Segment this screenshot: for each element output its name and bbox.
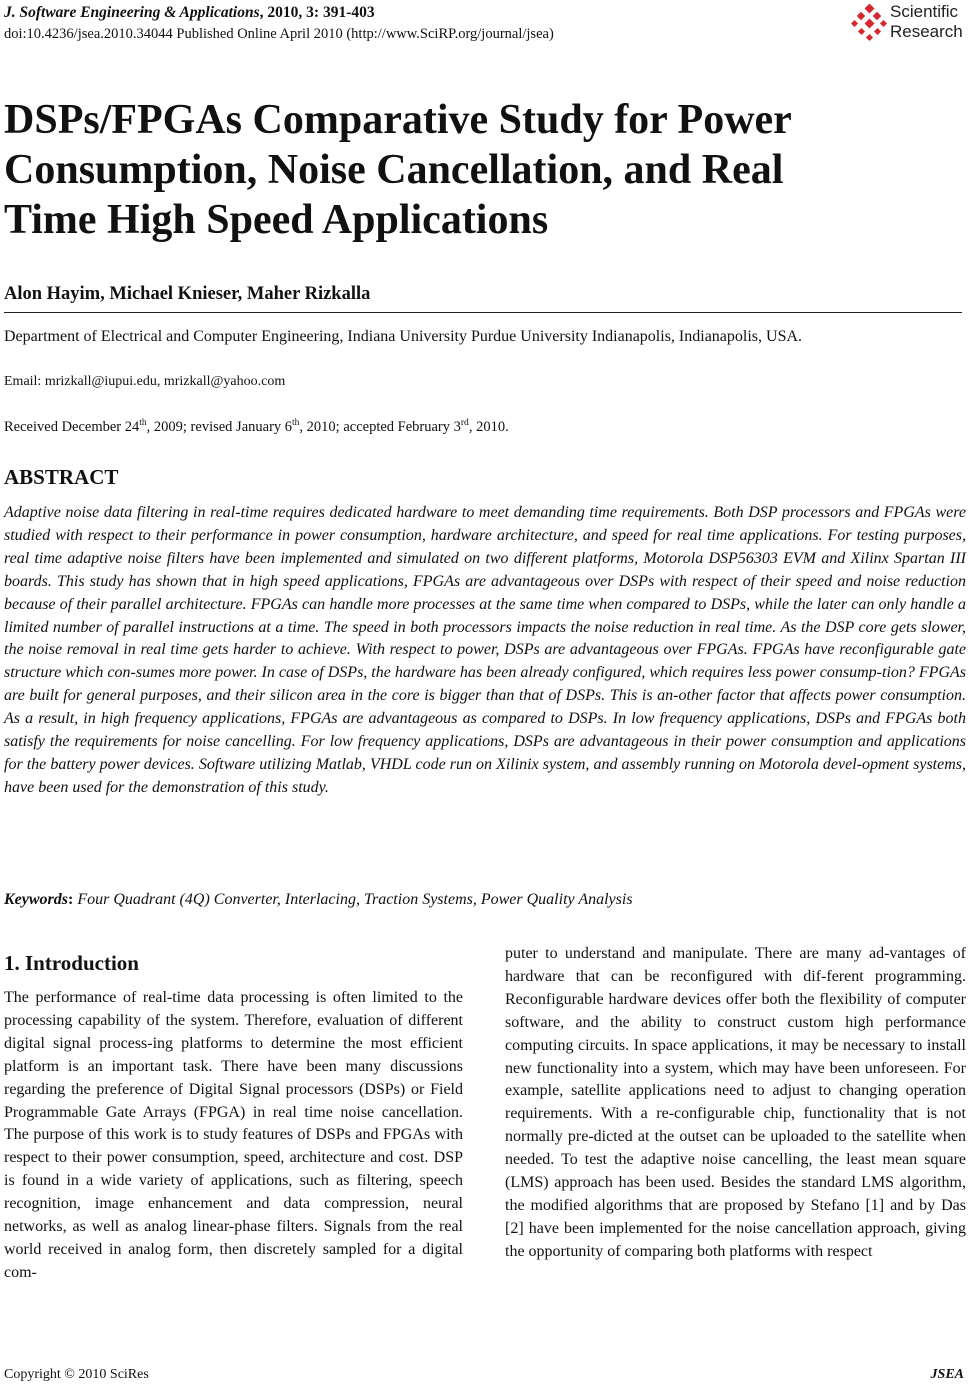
title-line-2: Consumption, Noise Cancellation, and Real [4, 147, 784, 193]
footer-journal-abbr: JSEA [930, 1367, 964, 1382]
publisher-logo [850, 2, 968, 46]
revised-part: , 2009; revised January 6 [146, 418, 293, 435]
paper-title [4, 95, 964, 245]
journal-volume: , 2010, 3: 391-403 [259, 4, 375, 21]
accepted-part: , 2010; accepted February 3 [299, 418, 461, 435]
title-line-3: Time High Speed Applications [4, 197, 549, 243]
affiliation: Department of Electrical and Computer Engineering, Indiana University Purdue University Indianapolis, Indianapolis, USA. [4, 328, 803, 345]
section-heading-introduction: 1. Introduction [4, 951, 139, 975]
received-part: Received December 24 [4, 418, 140, 435]
logo-wordmark [890, 2, 963, 42]
journal-name: J. Software Engineering & Applications [4, 4, 260, 21]
email-line: Email: mrizkall@iupui.edu, mrizkall@yahoo.com [4, 374, 286, 389]
logo-line-2: Research [890, 22, 963, 41]
received-dates [4, 413, 509, 437]
keywords-text: Four Quadrant (4Q) Converter, Interlacing, Traction Systems, Power Quality Analysis [77, 891, 633, 908]
abstract-text: Adaptive noise data filtering in real-time requires dedicated hardware to meet demanding time requirements. Both DSP processors and FPGAs were studied with respect to their performance in power consumption, hardware architecture, and speed for real time applications. For testing purposes, real time adaptive noise filters have been implemented and simulated on two different platforms, Motorola DSP56303 EVM and Xilinx Spartan III boards. This study has shown that in high speed applications, FPGAs are advantageous over DSPs with respect of their speed and noise reduction because of their parallel architecture. FPGAs can handle more processes at the same time when compared to DSPs, while the later can only handle a limited number of parallel instructions at a time. The speed in both processors impacts the noise reduction in real time. As the DSP core gets slower, the noise removal in real time gets harder to achieve. With respect to power, DSPs are advantageous over FPGAs. FPGAs have reconfigurable gate structure which con-sumes more power. In case of DSPs, the hardware has been already configured, which requires less power consump-tion? FPGAs are built for general purposes, and their silicon area in the core is bigger than that of DSPs. This is an-other factor that affects power consumption. As a result, in high frequency applications, FPGAs are advantageous as compared to DSPs. In low frequency applications, DSPs and FPGAs both satisfy the requirements for noise cancelling. For low frequency applications, DSPs are advantageous in their power consumption and applications for the battery power devices. Software utilizing Matlab, VHDL code run on Xilinix system, and assembly running on Motorola devel-opment systems, have been used for the demonstration of this study. [4, 504, 966, 796]
footer-copyright: Copyright © 2010 SciRes [4, 1367, 149, 1382]
logo-line-1: Scientific [890, 2, 959, 21]
intro-left-column: The performance of real-time data processing is often limited to the processing capability of the system. Therefore, evaluation of different digital signal process-ing platforms to determine the most efficient platform is an important task. There have been many discussions regarding the preference of Digital Signal processors (DSPs) or Field Programmable Gate Arrays (FPGA) in real time noise cancellation. The purpose of this work is to study features of DSPs and FPGAs with respect to their power consumption, speed, architecture and cost. DSP is found in a wide variety of applications, such as filtering, speech recognition, image enhancement and data compression, neural networks, as well as analog linear-phase filters. Signals from the real world received in analog form, then discretely sampled for a digital com- [4, 989, 463, 1281]
author-list: Alon Hayim, Michael Knieser, Maher Rizkalla [4, 284, 371, 304]
keywords-label: Keywords [4, 891, 68, 908]
doi-line: doi:10.4236/jsea.2010.34044 Published Online April 2010 (http://www.SciRP.org/journal/jsea) [4, 26, 554, 42]
accepted-sup: rd [460, 418, 469, 428]
intro-right-column: puter to understand and manipulate. There are many ad-vantages of hardware that can be reconfigured with dif-ferent programming. Reconfigurable hardware devices offer both the flexibility of computer software, and the ability to construct custom high performance computing circuits. In space applications, it may be necessary to install new functionality into a system, which may have been unforeseen. For example, satellite applications need to adjust to changing operation requirements. With a re-configurable chip, functionality that is not normally pre-dicted at the outset can be uploaded to the satellite when needed. To test the adaptive noise cancelling, the least mean square (LMS) approach has been used. Besides the standard LMS algorithm, the modified algorithms that are proposed by Stefano [1] and by Das [2] have been implemented for the noise cancellation approach, giving the opportunity of comparing both platforms with respect [505, 945, 966, 1260]
keywords: Keywords: Four Quadrant (4Q) Converter, Interlacing, Traction Systems, Power Quality Analysis [4, 891, 633, 908]
title-line-1: DSPs/FPGAs Comparative Study for Power [4, 97, 792, 143]
received-sup: th [139, 418, 147, 428]
year-part: , 2010. [468, 418, 509, 435]
author-divider [4, 312, 962, 313]
scirp-logo-icon [850, 4, 890, 44]
journal-citation [4, 3, 375, 23]
revised-sup: th [292, 418, 300, 428]
abstract-heading: ABSTRACT [4, 465, 119, 489]
